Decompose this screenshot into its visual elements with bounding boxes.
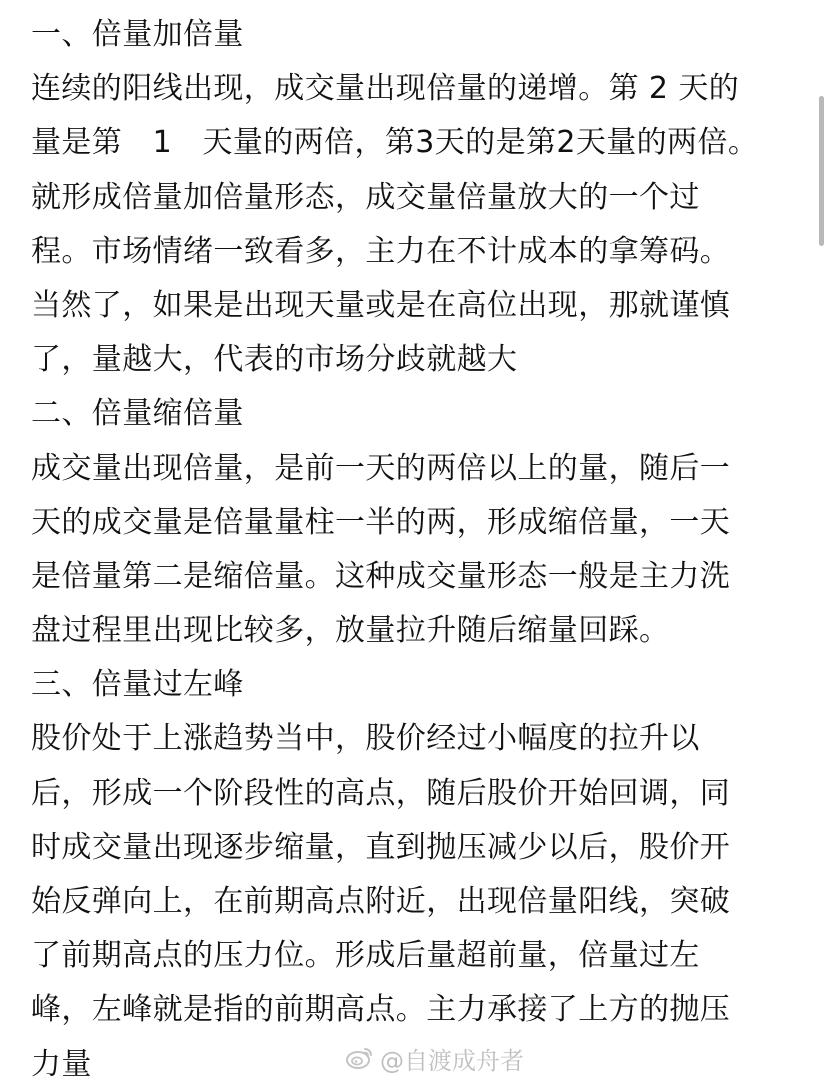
paragraph-line: 就形成倍量加倍量形态，成交量倍量放大的一个过 [31, 179, 700, 215]
heading-1: 一、倍量加倍量 [31, 17, 244, 52]
watermark-text: @自渡成舟者 [380, 1046, 524, 1075]
paragraph-line: 程。市场情绪一致看多，主力在不计成本的拿筹码。 [31, 233, 731, 269]
paragraph-line: 股价处于上涨趋势当中，股价经过小幅度的拉升以 [31, 721, 700, 757]
paragraph-line: 后，形成一个阶段性的高点，随后股价开始回调，同 [31, 775, 731, 811]
paragraph-line: 力量 [31, 1046, 92, 1082]
paragraph-line: 成交量出现倍量，是前一天的两倍以上的量，随后一 [31, 450, 731, 486]
paragraph-line: 峰，左峰就是指的前期高点。主力承接了上方的抛压 [31, 992, 731, 1028]
paragraph-line: 始反弹向上，在前期高点附近，出现倍量阳线，突破 [31, 884, 731, 919]
paragraph-line: 时成交量出现逐步缩量，直到抛压减少以后，股价开 [31, 829, 731, 865]
paragraph-line: 了，量越大，代表的市场分歧就越大 [31, 342, 518, 378]
watermark [346, 1040, 524, 1076]
scrollbar-thumb[interactable] [819, 96, 824, 246]
heading-2: 二、倍量缩倍量 [31, 396, 244, 432]
paragraph-line: 盘过程里出现比较多，放量拉升随后缩量回踩。 [31, 613, 670, 649]
paragraph-line: 连续的阳线出现，成交量出现倍量的递增。第 2 天的 [31, 71, 740, 107]
weibo-logo-icon [346, 1046, 374, 1070]
paragraph-line: 当然了，如果是出现天量或是在高位出现，那就谨慎 [31, 287, 731, 323]
paragraph-line: 了前期高点的压力位。形成后量超前量，倍量过左 [31, 938, 700, 974]
paragraph-line: 天的成交量是倍量量柱一半的两，形成缩倍量，一天 [31, 504, 731, 540]
paragraph-line: 是倍量第二是缩倍量。这种成交量形态一般是主力洗 [31, 558, 731, 594]
paragraph-line: 量是第 1 天量的两倍，第3天的是第2天量的两倍。 [31, 125, 759, 161]
heading-3: 三、倍量过左峰 [31, 667, 244, 703]
